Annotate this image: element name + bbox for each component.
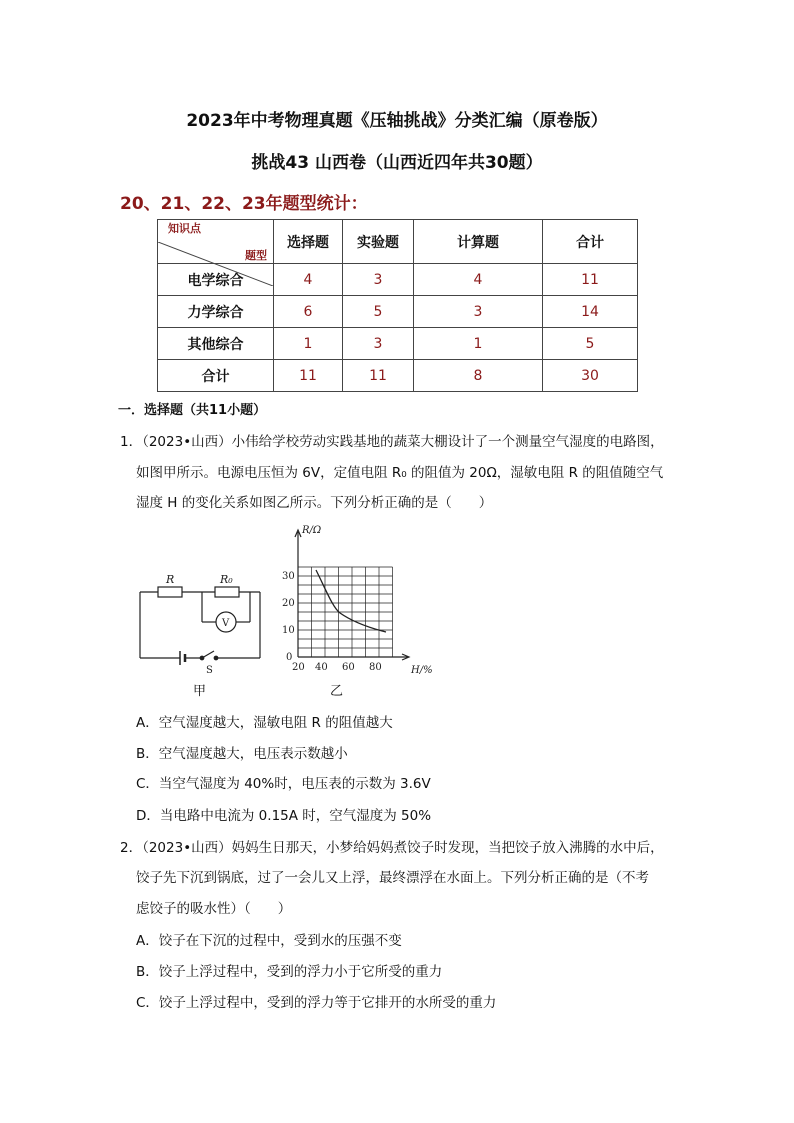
x-tick-label: 80 bbox=[369, 662, 382, 673]
question-1-line: 如图甲所示。电源电压恒为 6V，定值电阻 R₀ 的阻值为 20Ω，湿敏电阻 R 的阻值随空气 bbox=[136, 465, 664, 481]
table-corner bbox=[158, 220, 274, 264]
column-header: 合计 bbox=[543, 220, 638, 264]
row-label: 合计 bbox=[158, 360, 274, 392]
x-axis-label: H/% bbox=[411, 665, 433, 676]
table-cell: 4 bbox=[274, 264, 343, 296]
question-1-line: 湿度 H 的变化关系如图乙所示。下列分析正确的是（ ） bbox=[136, 495, 493, 511]
table-row bbox=[158, 360, 638, 392]
table-cell: 1 bbox=[274, 328, 343, 360]
table-cell: 5 bbox=[343, 296, 414, 328]
figure-a-caption: 甲 bbox=[193, 684, 207, 699]
table-cell: 4 bbox=[414, 264, 543, 296]
table-cell: 3 bbox=[414, 296, 543, 328]
page-title: 2023年中考物理真题《压轴挑战》分类汇编（原卷版） bbox=[186, 111, 608, 131]
x-tick-label: 40 bbox=[315, 662, 328, 673]
question-1-option-b: B．空气湿度越大，电压表示数越小 bbox=[136, 746, 348, 762]
row-label: 其他综合 bbox=[158, 328, 274, 360]
section-heading: 一．选择题（共11小题） bbox=[118, 403, 267, 418]
table-cell: 3 bbox=[343, 328, 414, 360]
table-cell: 11 bbox=[543, 264, 638, 296]
table-cell: 3 bbox=[343, 264, 414, 296]
page-subtitle: 挑战43 山西卷（山西近四年共30题） bbox=[251, 153, 543, 173]
y-tick-label: 0 bbox=[286, 652, 293, 663]
table-row bbox=[158, 296, 638, 328]
resistor-r0-label: R₀ bbox=[220, 573, 233, 586]
x-tick-label: 20 bbox=[292, 662, 305, 673]
y-tick-label: 30 bbox=[282, 571, 295, 582]
question-1-option-d: D．当电路中电流为 0.15A 时，空气湿度为 50% bbox=[136, 808, 432, 824]
humidity-resistance-graph bbox=[278, 520, 448, 680]
corner-bottom-label: 知识点 bbox=[168, 221, 201, 235]
question-2-line: 饺子先下沉到锅底，过了一会儿又上浮，最终漂浮在水面上。下列分析正确的是（不考 bbox=[136, 870, 649, 886]
figure-b-caption: 乙 bbox=[330, 684, 344, 699]
switch-icon bbox=[202, 651, 214, 658]
y-tick-label: 20 bbox=[282, 598, 295, 609]
table-cell: 6 bbox=[274, 296, 343, 328]
stats-table bbox=[157, 219, 638, 392]
voltmeter-label: V bbox=[222, 618, 230, 629]
table-cell: 30 bbox=[543, 360, 638, 392]
table-row bbox=[158, 328, 638, 360]
question-2-option-a: A．饺子在下沉的过程中，受到水的压强不变 bbox=[136, 933, 402, 949]
resistor-r bbox=[158, 587, 182, 597]
y-tick-label: 10 bbox=[282, 625, 295, 636]
question-2-line: 2．（2023•山西）妈妈生日那天，小梦给妈妈煮饺子时发现，当把饺子放入沸腾的水中后， bbox=[120, 840, 664, 856]
question-1-option-a: A．空气湿度越大，湿敏电阻 R 的阻值越大 bbox=[136, 715, 393, 731]
stats-heading: 20、21、22、23年题型统计： bbox=[120, 194, 368, 214]
circuit-diagram bbox=[130, 565, 270, 675]
question-2-line: 虑饺子的吸水性）（ ） bbox=[136, 901, 292, 917]
switch-label: S bbox=[206, 665, 213, 675]
row-label: 力学综合 bbox=[158, 296, 274, 328]
column-header: 计算题 bbox=[414, 220, 543, 264]
resistor-r0 bbox=[215, 587, 239, 597]
resistance-curve bbox=[316, 570, 386, 632]
question-2-option-c: C．饺子上浮过程中，受到的浮力等于它排开的水所受的重力 bbox=[136, 995, 497, 1011]
resistor-r-label: R bbox=[166, 573, 175, 586]
table-cell: 11 bbox=[274, 360, 343, 392]
y-axis-label: R/Ω bbox=[302, 525, 322, 536]
x-tick-label: 60 bbox=[342, 662, 355, 673]
table-cell: 14 bbox=[543, 296, 638, 328]
table-cell: 11 bbox=[343, 360, 414, 392]
table-cell: 8 bbox=[414, 360, 543, 392]
corner-top-label: 题型 bbox=[245, 248, 267, 262]
question-1-line: 1．（2023•山西）小伟给学校劳动实践基地的蔬菜大棚设计了一个测量空气湿度的电路图， bbox=[120, 434, 664, 450]
column-header: 选择题 bbox=[274, 220, 343, 264]
table-cell: 5 bbox=[543, 328, 638, 360]
row-label: 电学综合 bbox=[158, 264, 274, 296]
question-2-option-b: B．饺子上浮过程中，受到的浮力小于它所受的重力 bbox=[136, 964, 443, 980]
column-header: 实验题 bbox=[343, 220, 414, 264]
question-1-option-c: C．当空气湿度为 40%时，电压表的示数为 3.6V bbox=[136, 776, 431, 792]
table-cell: 1 bbox=[414, 328, 543, 360]
